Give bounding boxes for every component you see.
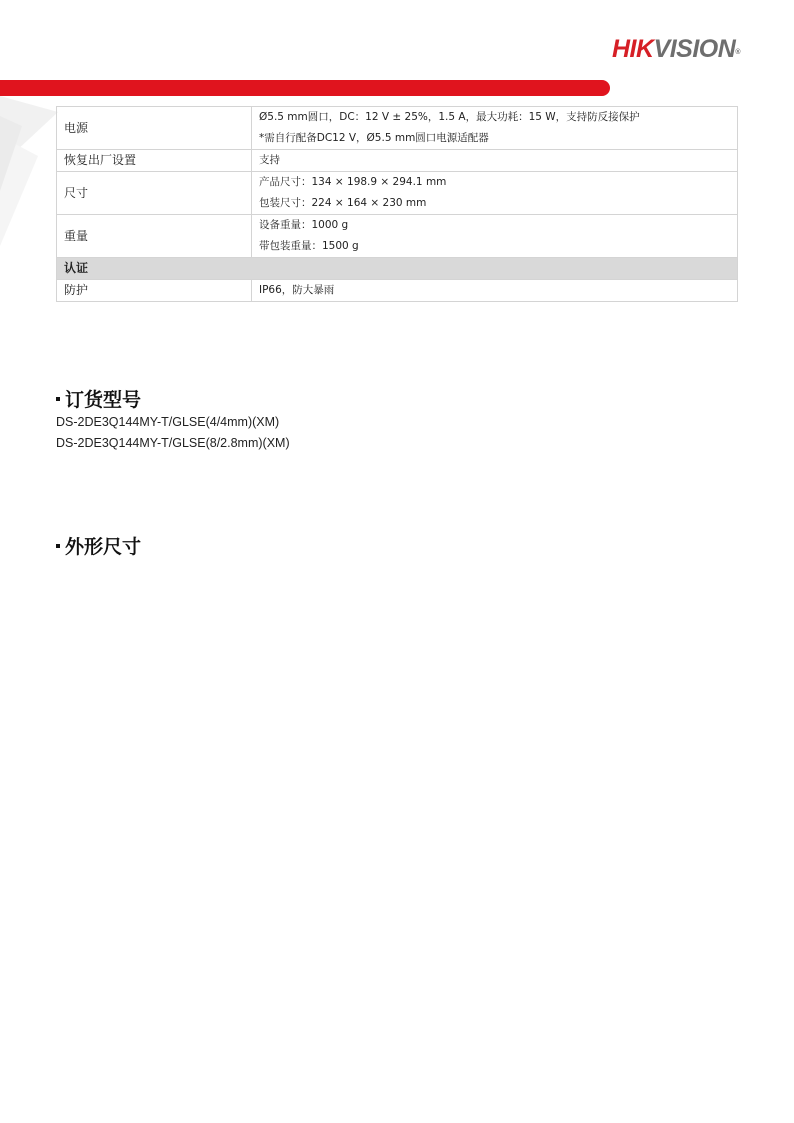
model-number: DS-2DE3Q144MY-T/GLSE(8/2.8mm)(XM) bbox=[56, 436, 290, 450]
ordering-heading bbox=[56, 387, 141, 413]
table-row bbox=[57, 215, 738, 258]
table-row bbox=[57, 172, 738, 215]
value-line: IP66，防大暴雨 bbox=[259, 284, 335, 296]
row-value bbox=[252, 280, 738, 302]
row-value bbox=[252, 107, 738, 150]
value-line: *需自行配备DC12 V，Ø5.5 mm圆口电源适配器 bbox=[259, 132, 489, 144]
value-line: 包装尺寸：224 × 164 × 230 mm bbox=[259, 197, 427, 209]
registered-mark: ® bbox=[735, 49, 740, 56]
ordering-title: 订货型号 bbox=[65, 389, 142, 411]
row-label: 恢复出厂设置 bbox=[57, 150, 252, 172]
section-title: 认证 bbox=[57, 258, 738, 280]
model-number: DS-2DE3Q144MY-T/GLSE(4/4mm)(XM) bbox=[56, 415, 280, 429]
hikvision-logo bbox=[612, 34, 740, 64]
table-row bbox=[57, 280, 738, 302]
dimensions-title: 外形尺寸 bbox=[65, 536, 142, 558]
bullet-icon bbox=[56, 397, 60, 401]
logo-text-red: HIK bbox=[612, 35, 654, 63]
row-value bbox=[252, 215, 738, 258]
section-header-row bbox=[57, 258, 738, 280]
row-value bbox=[252, 172, 738, 215]
spec-table bbox=[56, 106, 738, 302]
value-line: 支持 bbox=[259, 154, 280, 166]
table-row bbox=[57, 150, 738, 172]
row-label: 尺寸 bbox=[57, 172, 252, 215]
bullet-icon bbox=[56, 544, 60, 548]
row-value bbox=[252, 150, 738, 172]
decorative-triangles bbox=[0, 96, 60, 256]
row-label: 重量 bbox=[57, 215, 252, 258]
dimensions-heading bbox=[56, 534, 141, 560]
value-line: Ø5.5 mm圆口，DC：12 V ± 25%，1.5 A，最大功耗：15 W，支持防反接保护 bbox=[259, 111, 640, 123]
value-line: 产品尺寸：134 × 198.9 × 294.1 mm bbox=[259, 176, 447, 188]
row-label: 防护 bbox=[57, 280, 252, 302]
value-line: 带包装重量：1500 g bbox=[259, 240, 359, 252]
logo-text-gray: VISION bbox=[653, 35, 736, 63]
header-red-bar bbox=[0, 80, 610, 96]
row-label: 电源 bbox=[57, 107, 252, 150]
table-row bbox=[57, 107, 738, 150]
value-line: 设备重量：1000 g bbox=[259, 219, 349, 231]
